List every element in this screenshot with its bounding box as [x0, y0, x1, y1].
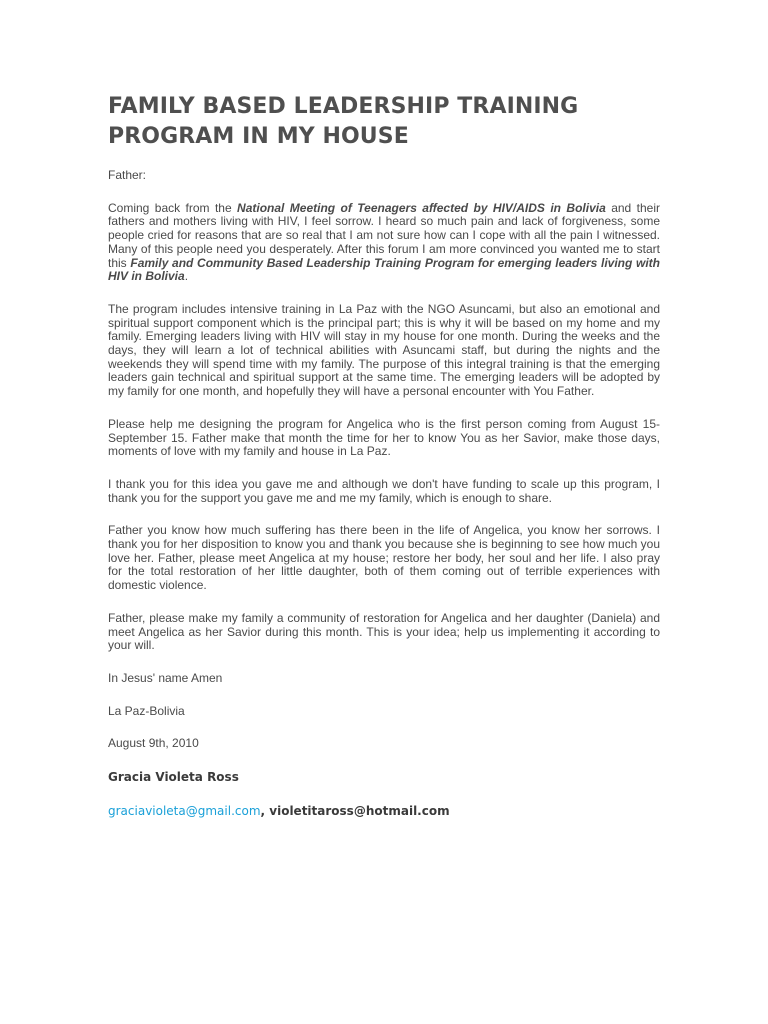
paragraph-2: The program includes intensive training in La Paz with the NGO Asuncami, but also an emotional and spiritual support component which is the principal part; this is why it will be based on my home and my family. Emerging leaders living with HIV will stay in my house for one month. During the weeks and the days, they will learn a lot of technical abilities with Asuncami staff, but during the nights and the weekends they will spend time with my family. The purpose of this integral training is that the emerging leaders gain technical and spiritual support at the same time. The emerging leaders will be adopted by my family for one month, and hopefully they will have a personal encounter with You Father.	[108, 301, 660, 399]
hotmail-address: violetitaross@hotmail.com	[269, 804, 450, 819]
p1-emphasis-program: Family and Community Based Leadership Training Program for emerging leaders living with HIV in Bolivia	[108, 255, 661, 284]
document-body	[108, 92, 660, 818]
p1-emphasis-meeting: National Meeting of Teenagers affected by HIV/AIDS in Bolivia	[237, 200, 606, 215]
email-separator: ,	[260, 804, 270, 819]
paragraph-3: Please help me designing the program for Angelica who is the first person coming from August 15-September 15. Father make that month the time for her to know You as her Savior, make those days, moments of love with my family and house in La Paz.	[108, 416, 660, 459]
paragraph-1	[108, 202, 660, 284]
gmail-link[interactable]: graciavioleta@gmail.com	[108, 804, 261, 819]
contact-emails	[108, 804, 660, 818]
p1-text-c: and their fathers and mothers living with HIV, I feel sorrow. I heard so much pain and lack of forgiveness, some people cried for reasons that are so real that I am not sure how can I cope with all the pain I witnessed. Many of this people need you desperately. After this forum I am more convinced you wanted me to start this	[108, 200, 660, 270]
paragraph-4: I thank you for this idea you gave me and although we don't have funding to scale up this program, I thank you for the support you gave me and me my family, which is enough to share.	[108, 476, 660, 505]
p1-text-a: Coming back from the	[108, 200, 238, 215]
document-title: FAMILY BASED LEADERSHIP TRAINING PROGRAM IN MY HOUSE	[108, 94, 579, 149]
paragraph-6: Father, please make my family a community of restoration for Angelica and her daughter (Daniela) and meet Angelica as her Savior during this month. This is your idea; help us implementing it according to your will.	[108, 610, 660, 653]
signature-name: Gracia Violeta Ross	[108, 770, 239, 785]
closing-line: In Jesus' name Amen	[108, 670, 223, 685]
place-line: La Paz-Bolivia	[108, 703, 185, 718]
salutation: Father:	[108, 168, 147, 182]
paragraph-5: Father you know how much suffering has there been in the life of Angelica, you know her sorrows. I thank you for her disposition to know you and thank you because she is beginning to see how much you love her. Father, please meet Angelica at my house; restore her body, her soul and her life. I also pray for the total restoration of her little daughter, both of them coming out of terrible experiences with domestic violence.	[108, 523, 660, 593]
p1-text-e: .	[184, 269, 189, 284]
date-line: August 9th, 2010	[108, 736, 199, 751]
